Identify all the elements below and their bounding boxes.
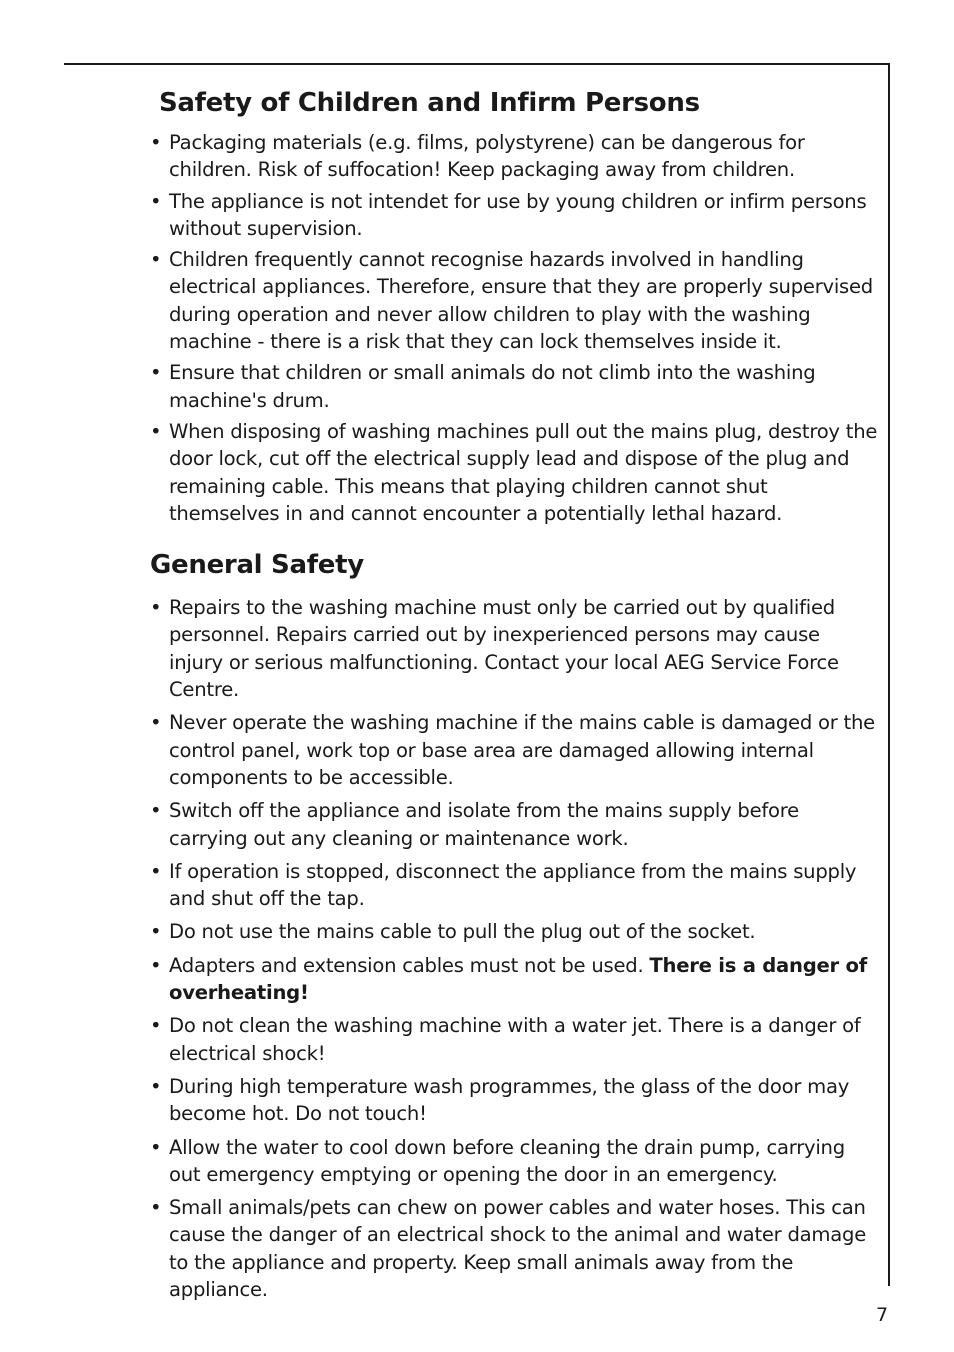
bullet-icon: • — [150, 189, 162, 213]
bullet-icon: • — [150, 711, 162, 735]
page-number: 7 — [876, 1304, 889, 1326]
bullet-icon: • — [150, 419, 162, 443]
section-heading-general-safety: General Safety — [150, 550, 364, 581]
bullet-icon: • — [150, 859, 162, 883]
list-item — [150, 709, 878, 791]
bullet-icon: • — [150, 131, 162, 154]
bullet-icon: • — [150, 1135, 162, 1159]
list-item-text: Ensure that children or small animals do not climb into the washing machine's drum. — [169, 361, 816, 412]
section-heading-children-safety: Safety of Children and Infirm Persons — [159, 88, 700, 118]
general-safety-list — [150, 594, 878, 1303]
bullet-icon: • — [150, 799, 162, 823]
bullet-icon: • — [150, 1014, 162, 1038]
bullet-icon: • — [150, 1196, 162, 1220]
list-item — [150, 418, 878, 527]
list-item-text: Do not clean the washing machine with a water jet. There is a danger of electrical shock! — [169, 1014, 861, 1065]
page-content — [150, 86, 878, 1309]
list-item-text: Adapters and extension cables must not be used. — [169, 953, 650, 977]
list-item-text: Switch off the appliance and isolate from the mains supply before carrying out any cleaning or maintenance work. — [169, 799, 799, 850]
list-item — [150, 918, 878, 945]
list-item — [150, 952, 878, 1007]
list-item-text: Never operate the washing machine if the mains cable is damaged or the control panel, work top or base area are damaged allowing internal components to be accessible. — [169, 711, 875, 789]
bullet-icon: • — [150, 248, 162, 272]
right-border-rule — [888, 63, 890, 1286]
list-item — [150, 359, 878, 414]
bullet-icon: • — [150, 361, 162, 385]
list-item — [150, 129, 878, 184]
list-item — [150, 188, 878, 243]
bullet-icon: • — [150, 920, 162, 944]
list-item-text: Do not use the mains cable to pull the plug out of the socket. — [169, 920, 756, 944]
list-item-text: Repairs to the washing machine must only be carried out by qualified personnel. Repairs carried out by inexperienced persons may cause injury or serious malfunctioning. Contact your local AEG Service Force Centre. — [169, 596, 839, 702]
list-item-text: Small animals/pets can chew on power cables and water hoses. This can cause the danger of an electrical shock to the animal and water damage to the appliance and property. Keep small animals away from the appliance. — [169, 1196, 866, 1301]
list-item-text: During high temperature wash programmes, the glass of the door may become hot. Do not touch! — [169, 1074, 850, 1126]
list-item-text: Packaging materials (e.g. films, polystyrene) can be dangerous for children. Risk of suffocation! Keep packaging away from children. — [169, 131, 805, 182]
bullet-icon: • — [150, 1074, 162, 1098]
list-item-text: If operation is stopped, disconnect the appliance from the mains supply and shut off the tap. — [169, 859, 857, 911]
list-item-text: Allow the water to cool down before cleaning the drain pump, carrying out emergency emptying or opening the door in an emergency. — [169, 1135, 845, 1186]
list-item — [150, 797, 878, 852]
list-item — [150, 1134, 878, 1189]
list-item-text: When disposing of washing machines pull out the mains plug, destroy the door lock, cut off the electrical supply lead and dispose of the plug and remaining cable. This means that playing children cannot shut themselves in and cannot encounter a potentially lethal hazard. — [169, 419, 878, 525]
warning-text: There is a danger of overheating! — [169, 953, 868, 1005]
top-border-rule — [64, 63, 890, 65]
bullet-icon: • — [150, 596, 162, 620]
list-item — [150, 1073, 878, 1128]
list-item-text: Children frequently cannot recognise hazards involved in handling electrical appliances. Therefore, ensure that they are properly supervised during operation and never allow children to play with the washing machine - there is a risk that they can lock themselves inside it. — [169, 248, 873, 354]
list-item — [150, 1012, 878, 1067]
list-item — [150, 246, 878, 355]
list-item — [150, 1194, 878, 1303]
list-item — [150, 594, 878, 703]
list-item-text: The appliance is not intendet for use by young children or infirm persons without supervision. — [169, 189, 867, 240]
list-item — [150, 858, 878, 913]
bullet-icon: • — [150, 953, 162, 977]
children-safety-list — [150, 129, 878, 527]
